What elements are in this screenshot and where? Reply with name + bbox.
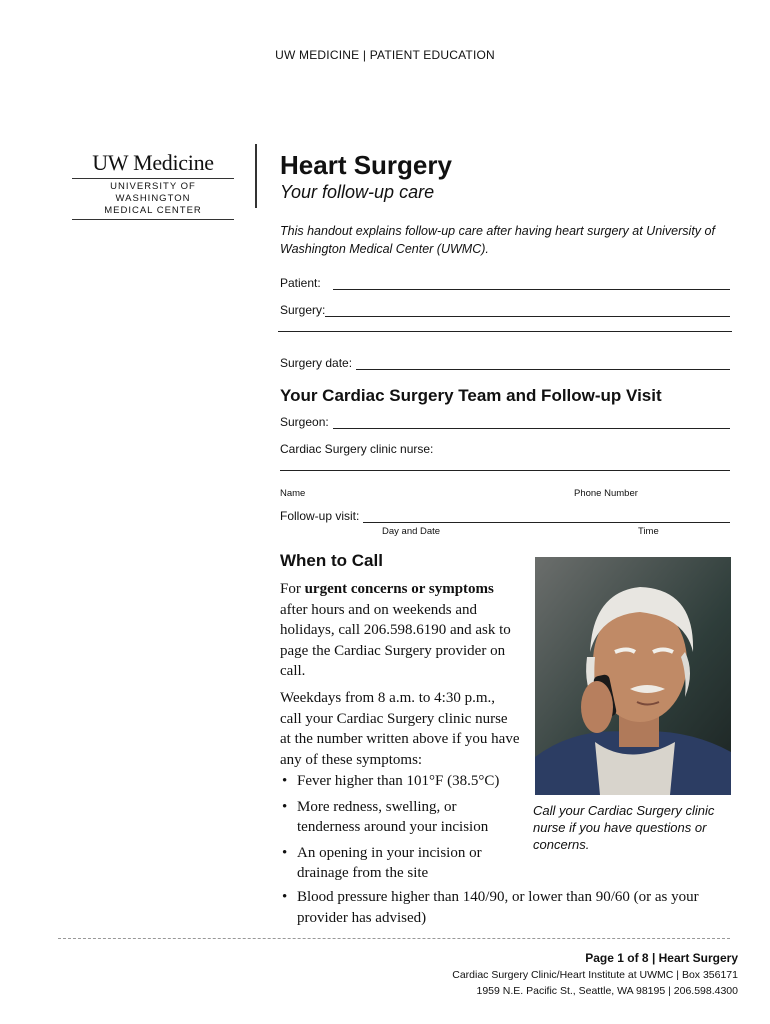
- team-heading: Your Cardiac Surgery Team and Follow-up Visit: [280, 386, 662, 405]
- nurse-line[interactable]: [280, 470, 730, 471]
- list-item: • Blood pressure higher than 140/90, or lower than 90/60 (or as your provider has advised): [280, 887, 730, 928]
- photo-caption: Call your Cardiac Surgery clinic nurse if you have questions or concerns.: [533, 803, 715, 852]
- patient-field[interactable]: [280, 276, 730, 290]
- symptom-list-wide: [280, 887, 730, 928]
- logo-divider-bottom: [72, 219, 234, 220]
- symptom-list: [280, 771, 520, 884]
- footer-address: 1959 N.E. Pacific St., Seattle, WA 98195 | 206.598.4300: [476, 985, 738, 997]
- p1-post: after hours and on weekends and holidays, call 206.598.6190 and ask to page the Cardiac Surgery provider on call.: [280, 601, 511, 679]
- surgery-date-label: Surgery date:: [280, 356, 353, 370]
- p1-pre: For: [280, 581, 305, 597]
- surgeon-label: Surgeon:: [280, 415, 329, 429]
- page-header: UW MEDICINE | PATIENT EDUCATION: [275, 48, 495, 62]
- surgery-date-line[interactable]: [356, 357, 730, 370]
- surgeon-line[interactable]: [333, 416, 730, 429]
- surgery-field[interactable]: [280, 303, 730, 317]
- patient-line[interactable]: [333, 277, 730, 290]
- day-caption: Day and Date: [382, 526, 441, 537]
- when-heading: When to Call: [280, 551, 383, 570]
- when-paragraph-2: Weekdays from 8 a.m. to 4:30 p.m., call your Cardiac Surgery clinic nurse at the number written above if you have any of these symptoms:: [280, 690, 520, 768]
- time-caption: Time: [638, 526, 659, 537]
- surgeon-field[interactable]: [280, 415, 730, 429]
- logo-line-2: MEDICAL CENTER: [104, 205, 202, 216]
- footer-page-info: Page 1 of 8 | Heart Surgery: [585, 951, 738, 965]
- when-paragraph-1: [280, 579, 520, 682]
- logo-divider: [72, 178, 234, 179]
- followup-label: Follow-up visit:: [280, 509, 360, 523]
- phone-caption: Phone Number: [574, 488, 638, 499]
- followup-line[interactable]: [363, 510, 730, 523]
- page-subtitle: Your follow-up care: [280, 182, 435, 202]
- followup-field[interactable]: [280, 509, 730, 523]
- surgery-line[interactable]: [325, 304, 730, 317]
- patient-photo: [535, 557, 731, 795]
- logo-name: UW Medicine: [92, 150, 214, 175]
- surgery-line-2[interactable]: [278, 331, 732, 332]
- name-caption: Name: [280, 488, 306, 499]
- footer-clinic: Cardiac Surgery Clinic/Heart Institute at UWMC | Box 356171: [452, 969, 738, 981]
- uw-medicine-logo: [72, 150, 234, 222]
- surgery-label: Surgery:: [280, 303, 326, 317]
- logo-line-1: UNIVERSITY OF WASHINGTON: [110, 181, 196, 204]
- footer-divider: [58, 938, 730, 939]
- surgery-date-field[interactable]: [280, 356, 730, 370]
- nurse-label: Cardiac Surgery clinic nurse:: [280, 442, 434, 456]
- patient-label: Patient:: [280, 276, 321, 290]
- list-item: • Fever higher than 101°F (38.5°C): [280, 771, 520, 792]
- intro-text: This handout explains follow-up care after having heart surgery at University of Washington Medical Center (UWMC).: [280, 224, 715, 256]
- title-divider: [255, 144, 257, 208]
- p1-bold: urgent concerns or symptoms: [304, 581, 494, 597]
- list-item: • More redness, swelling, or tenderness around your incision: [280, 797, 520, 838]
- page-title: Heart Surgery: [280, 150, 452, 180]
- list-item: • An opening in your incision or drainage from the site: [280, 843, 520, 884]
